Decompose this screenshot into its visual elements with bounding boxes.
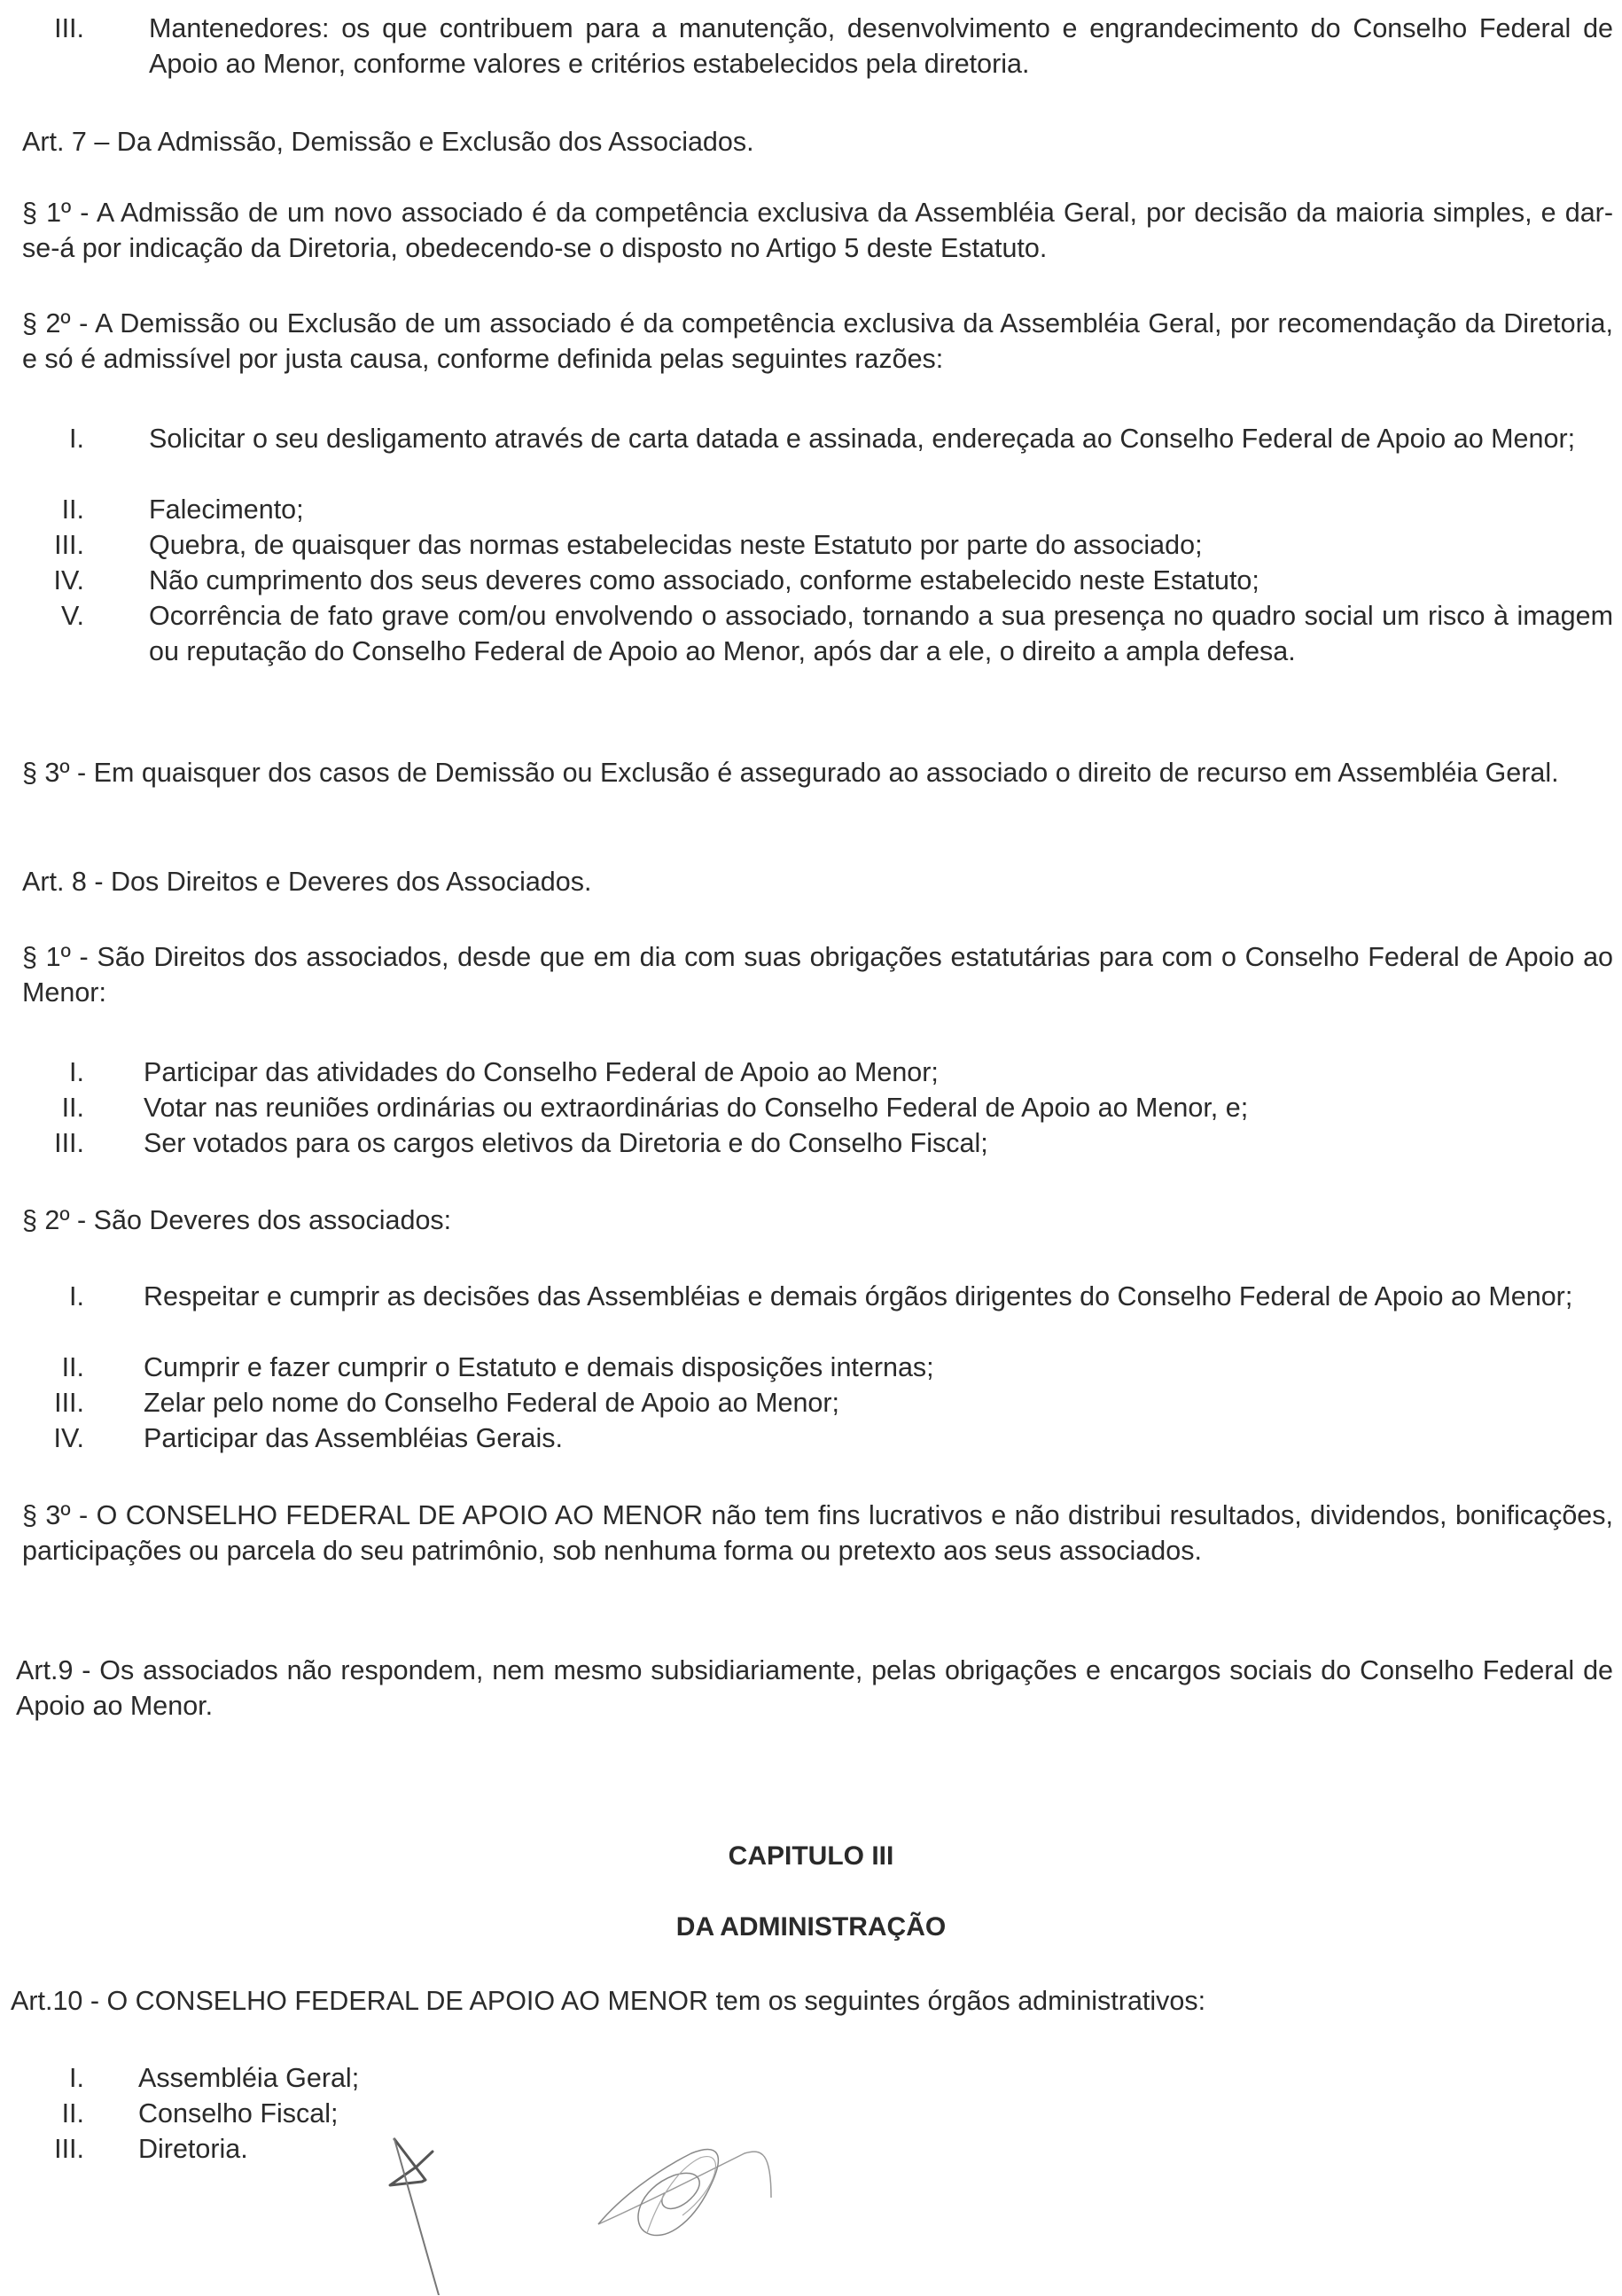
list-number: IV.	[53, 565, 84, 595]
list-text: Respeitar e cumprir as decisões das Assembléias e demais órgãos dirigentes do Conselho Federal de Apoio ao Menor;	[144, 1281, 1573, 1311]
list-number: II.	[61, 494, 84, 525]
initials-signature	[381, 2127, 487, 2295]
article-7-title: Art. 7 – Da Admissão, Demissão e Exclusão dos Associados.	[22, 127, 754, 157]
list-number: III.	[54, 530, 84, 560]
handwritten-signature	[585, 2136, 798, 2260]
list-number: IV.	[53, 1423, 84, 1453]
list-number: I.	[69, 2063, 84, 2093]
list-number: I.	[69, 424, 84, 454]
article-9: Art.9 - Os associados não respondem, nem mesmo subsidiariamente, pelas obrigações e encargos sociais do Conselho Federal de Apoio ao Menor.	[16, 1655, 1613, 1721]
list-text: Cumprir e fazer cumprir o Estatuto e demais disposições internas;	[144, 1352, 934, 1382]
list-number: III.	[54, 1388, 84, 1418]
article-8-paragraph-3: § 3º - O CONSELHO FEDERAL DE APOIO AO MENOR não tem fins lucrativos e não distribui resultados, dividendos, bonificações, participações ou parcela do seu patrimônio, sob nenhuma forma ou pretexto aos seus associados.	[22, 1500, 1613, 1566]
list-text: Diretoria.	[138, 2134, 248, 2164]
list-number: III.	[54, 1128, 84, 1158]
list-text: Ser votados para os cargos eletivos da Diretoria e do Conselho Fiscal;	[144, 1128, 988, 1158]
chapter-title: CAPITULO III	[728, 1841, 894, 1871]
list-text: Ocorrência de fato grave com/ou envolvendo o associado, tornando a sua presença no quadro social um risco à imagem ou reputação do Conselho Federal de Apoio ao Menor, após dar a ele, o direito a ampla defesa.	[149, 601, 1613, 666]
list-text: Participar das Assembléias Gerais.	[144, 1423, 563, 1453]
list-text: Zelar pelo nome do Conselho Federal de Apoio ao Menor;	[144, 1388, 840, 1418]
list-number: V.	[60, 601, 84, 631]
article-10: Art.10 - O CONSELHO FEDERAL DE APOIO AO MENOR tem os seguintes órgãos administrativos:	[11, 1986, 1206, 2016]
list-number: I.	[69, 1281, 84, 1311]
list-text: Quebra, de quaisquer das normas estabelecidas neste Estatuto por parte do associado;	[149, 530, 1203, 560]
list-number: II.	[61, 2098, 84, 2129]
article-8-title: Art. 8 - Dos Direitos e Deveres dos Associados.	[22, 867, 592, 897]
list-number: II.	[61, 1093, 84, 1123]
list-text: Assembléia Geral;	[138, 2063, 360, 2093]
list-number: III.	[54, 2134, 84, 2164]
list-number: II.	[61, 1352, 84, 1382]
article-8-paragraph-2: § 2º - São Deveres dos associados:	[22, 1205, 452, 1235]
list-text: Votar nas reuniões ordinárias ou extraordinárias do Conselho Federal de Apoio ao Menor, e;	[144, 1093, 1249, 1123]
list-text: Solicitar o seu desligamento através de carta datada e assinada, endereçada ao Conselho Federal de Apoio ao Menor;	[149, 424, 1576, 454]
list-text: Conselho Fiscal;	[138, 2098, 339, 2129]
list-number: I.	[69, 1057, 84, 1087]
article-7-paragraph-2: § 2º - A Demissão ou Exclusão de um associado é da competência exclusiva da Assembléia Geral, por recomendação da Diretoria, e só é admissível por justa causa, conforme definida pelas seguintes razões:	[22, 308, 1613, 374]
article-8-paragraph-1: § 1º - São Direitos dos associados, desde que em dia com suas obrigações estatutárias para com o Conselho Federal de Apoio ao Menor:	[22, 942, 1613, 1008]
list-number: III.	[54, 13, 84, 43]
list-text: Mantenedores: os que contribuem para a manutenção, desenvolvimento e engrandecimento do Conselho Federal de Apoio ao Menor, conforme valores e critérios estabelecidos pela diretoria.	[149, 13, 1613, 79]
chapter-subtitle: DA ADMINISTRAÇÃO	[675, 1912, 947, 1942]
list-text: Falecimento;	[149, 494, 304, 525]
article-7-paragraph-3: § 3º - Em quaisquer dos casos de Demissão ou Exclusão é assegurado ao associado o direito de recurso em Assembléia Geral.	[22, 758, 1559, 788]
article-7-paragraph-1: § 1º - A Admissão de um novo associado é da competência exclusiva da Assembléia Geral, por decisão da maioria simples, e dar-se-á por indicação da Diretoria, obedecendo-se o disposto no Artigo 5 deste Estatuto.	[22, 198, 1613, 263]
list-text: Não cumprimento dos seus deveres como associado, conforme estabelecido neste Estatuto;	[149, 565, 1259, 595]
list-text: Participar das atividades do Conselho Federal de Apoio ao Menor;	[144, 1057, 939, 1087]
